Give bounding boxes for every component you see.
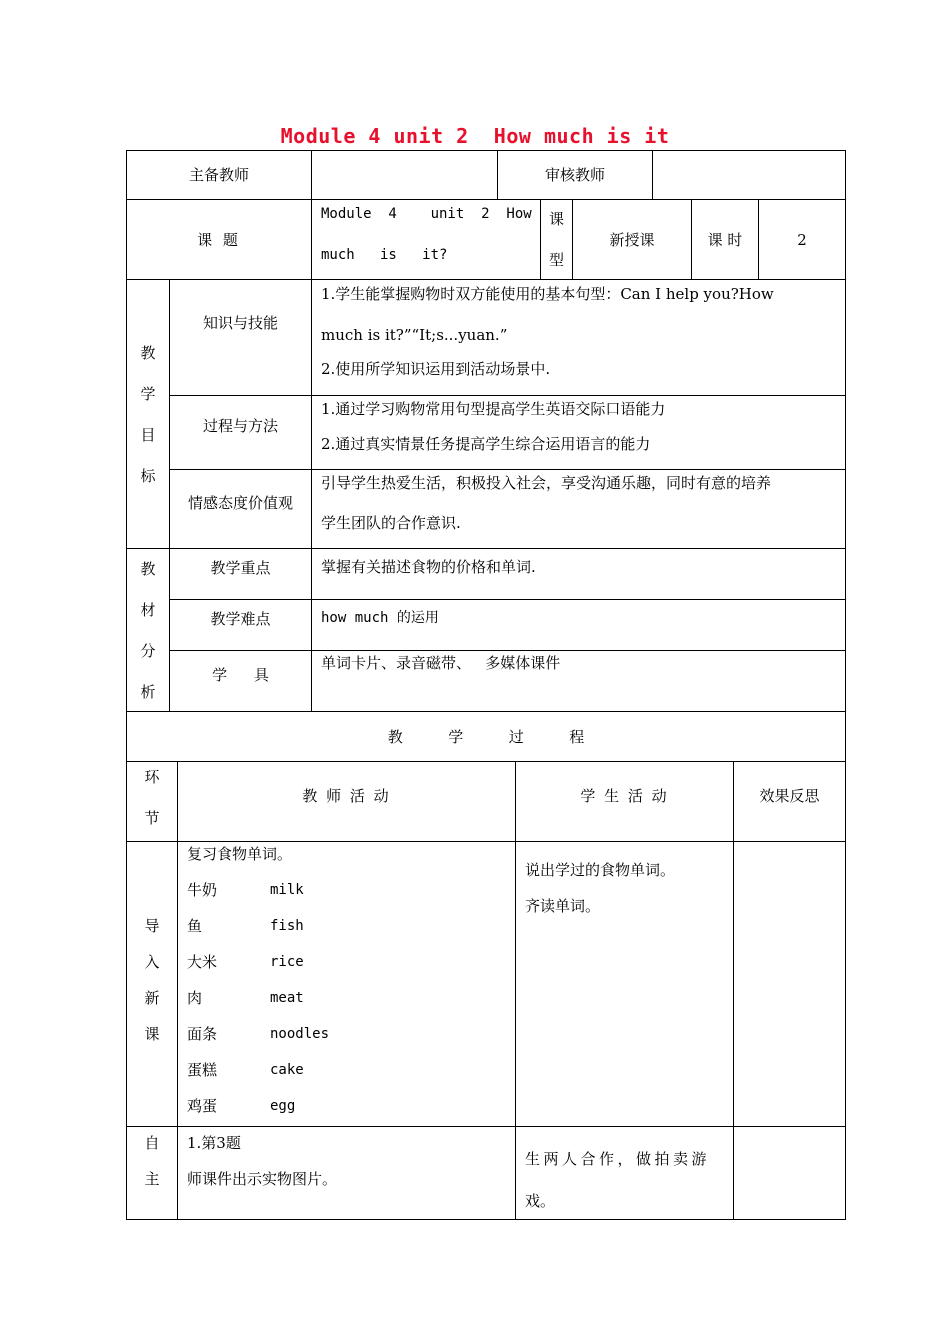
objectives-group-label — [126, 279, 170, 549]
lead-teacher-value — [311, 150, 498, 200]
objective-line: much is it?”“It;s...yuan.” — [321, 326, 508, 344]
vocab-cn: 蛋糕 — [187, 1061, 218, 1079]
vocab-en: milk — [270, 882, 304, 898]
stage-self-teacher — [177, 1126, 516, 1220]
stage-char: 入 — [144, 953, 160, 971]
vocab-row — [187, 1024, 506, 1060]
vocab-cn: 大米 — [187, 953, 218, 971]
stage-leadin-teacher — [177, 841, 516, 1127]
stage-char: 主 — [144, 1170, 160, 1188]
student-line: 生两人合作，做拍卖游 — [525, 1150, 711, 1168]
vocab-row — [187, 1060, 506, 1096]
vocab-row — [187, 1096, 506, 1127]
process-heading-text: 教 学 过 程 — [387, 727, 585, 746]
process-methods-content — [311, 395, 846, 470]
objective-line: 引导学生热爱生活，积极投入社会，享受沟通乐趣，同时有意的培养 — [321, 474, 772, 492]
reflection-header: 效果反思 — [733, 761, 846, 842]
periods-label: 课 时 — [691, 199, 759, 280]
lead-teacher-label: 主备教师 — [126, 150, 312, 200]
stage-char: 导 — [144, 917, 160, 935]
process-heading — [126, 711, 846, 762]
objective-line: 学生团队的合作意识. — [321, 514, 461, 532]
analysis-group-label — [126, 548, 170, 712]
objectives-char: 目 — [140, 425, 156, 444]
student-line: 说出学过的食物单词。 — [525, 861, 676, 879]
lesson-type-value: 新授课 — [572, 199, 692, 280]
teacher-activity-header — [177, 761, 516, 842]
teacher-activity-header-text: 教 师 活 动 — [302, 786, 391, 805]
vocab-row — [187, 880, 506, 916]
stage-header-char: 环 — [144, 768, 160, 786]
lesson-type-char-1: 课 — [548, 210, 564, 228]
vocab-row — [187, 952, 506, 988]
vocab-cn: 鸡蛋 — [187, 1097, 218, 1115]
teaching-aids-content: 单词卡片、录音磁带、 多媒体课件 — [311, 650, 846, 712]
review-teacher-label: 审核教师 — [497, 150, 653, 200]
stage-char: 课 — [144, 1025, 160, 1043]
analysis-char: 教 — [140, 559, 156, 578]
lesson-type-char-2: 型 — [548, 251, 564, 269]
objectives-char: 学 — [140, 384, 156, 403]
stage-header-char: 节 — [144, 809, 160, 827]
teaching-aids-label-text: 学 具 — [212, 666, 269, 684]
vocab-en: cake — [270, 1062, 304, 1078]
teacher-line: 师课件出示实物图片。 — [187, 1170, 338, 1188]
attitude-values-content — [311, 469, 846, 549]
analysis-char: 分 — [140, 641, 156, 660]
teaching-aids-label — [169, 650, 312, 712]
stage-leadin-reflection — [733, 841, 846, 1127]
vocab-en: fish — [270, 918, 304, 934]
stage-leadin-student — [515, 841, 734, 1127]
stage-char: 新 — [144, 989, 160, 1007]
teacher-line: 1.第3题 — [187, 1134, 241, 1152]
objectives-char: 教 — [140, 343, 156, 362]
vocab-en: rice — [270, 954, 304, 970]
stage-leadin-label — [126, 841, 178, 1127]
vocab-en: meat — [270, 990, 304, 1006]
topic-line-1: Module 4 unit 2 How — [321, 206, 532, 222]
knowledge-skills-content — [311, 279, 846, 396]
analysis-char: 材 — [140, 600, 156, 619]
difficult-points-content: how much 的运用 — [311, 599, 846, 651]
student-line: 戏。 — [525, 1192, 556, 1210]
key-points-label: 教学重点 — [169, 548, 312, 600]
vocab-cn: 肉 — [187, 989, 203, 1007]
vocab-cn: 鱼 — [187, 917, 203, 935]
objective-line: 2.通过真实情景任务提高学生综合运用语言的能力 — [321, 435, 651, 453]
vocab-en: noodles — [270, 1026, 330, 1042]
vocab-cn: 面条 — [187, 1025, 218, 1043]
vocab-intro: 复习食物单词。 — [187, 845, 293, 863]
vocab-en: egg — [270, 1098, 296, 1114]
objective-line: 1.通过学习购物常用句型提高学生英语交际口语能力 — [321, 400, 666, 418]
lesson-type-label — [540, 199, 573, 280]
knowledge-skills-label: 知识与技能 — [169, 279, 312, 396]
topic-line-2: much is it? — [321, 247, 448, 263]
stage-char: 自 — [144, 1134, 160, 1152]
objective-line: 2.使用所学知识运用到活动场景中. — [321, 360, 551, 378]
vocab-row — [187, 988, 506, 1024]
vocab-cn: 牛奶 — [187, 881, 218, 899]
difficult-points-label: 教学难点 — [169, 599, 312, 651]
student-line: 齐读单词。 — [525, 897, 601, 915]
student-activity-header — [515, 761, 734, 842]
topic-value — [311, 199, 541, 280]
analysis-char: 析 — [140, 682, 156, 701]
objectives-char: 标 — [140, 466, 156, 485]
student-activity-header-text: 学 生 活 动 — [580, 786, 669, 805]
attitude-values-label: 情感态度价值观 — [169, 469, 312, 549]
review-teacher-value — [652, 150, 846, 200]
periods-value: 2 — [758, 199, 846, 280]
key-points-content: 掌握有关描述食物的价格和单词. — [311, 548, 846, 600]
stage-column-header — [126, 761, 178, 842]
stage-self-student — [515, 1126, 734, 1220]
objective-line: 1.学生能掌握购物时双方能使用的基本句型：Can I help you?How — [321, 285, 774, 303]
topic-label: 课 题 — [126, 199, 312, 280]
stage-self-label — [126, 1126, 178, 1220]
document-title: Module 4 unit 2 How much is it — [280, 124, 670, 148]
stage-self-reflection — [733, 1126, 846, 1220]
process-methods-label: 过程与方法 — [169, 395, 312, 470]
vocab-row — [187, 916, 506, 952]
